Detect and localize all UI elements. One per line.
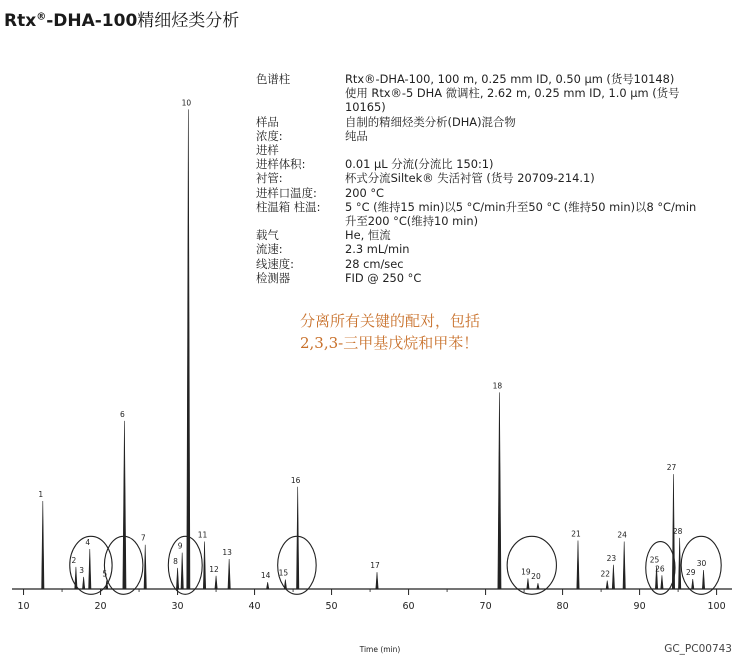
peak-label: 21 <box>571 529 581 539</box>
peak <box>612 565 614 589</box>
condition-row <box>256 242 705 256</box>
peak <box>266 582 268 589</box>
condition-value: 28 cm/sec <box>345 256 404 271</box>
condition-value: 自制的精细烃类分析(DHA)混合物 <box>345 114 516 129</box>
highlight-line-2: 2,3,3-三甲基戊烷和甲苯！ <box>300 334 479 352</box>
peak-label: 11 <box>197 530 208 540</box>
peak-label: 14 <box>260 571 271 581</box>
peak <box>498 392 501 589</box>
peak <box>661 575 663 589</box>
peak <box>577 541 579 589</box>
condition-label: 进样体积: <box>256 157 306 172</box>
peak <box>692 579 694 589</box>
highlight-callout <box>300 310 480 354</box>
condition-label: 衬管: <box>256 171 283 186</box>
peak-label: 26 <box>655 564 665 574</box>
peak-label: 20 <box>531 572 541 582</box>
peak-label: 1 <box>38 489 44 499</box>
condition-row <box>256 143 705 157</box>
peak-label: 17 <box>370 561 380 571</box>
peak <box>606 581 608 589</box>
peak-label: 30 <box>696 559 707 569</box>
x-tick-label: 60 <box>402 601 415 612</box>
peak-label: 5 <box>102 569 108 579</box>
peak <box>42 501 44 589</box>
condition-row <box>256 257 705 271</box>
condition-label: 色谱柱 <box>256 72 291 86</box>
peak-label: 28 <box>672 526 683 536</box>
peak <box>702 570 704 589</box>
condition-value: He, 恒流 <box>345 228 391 243</box>
x-tick-label: 50 <box>325 601 338 612</box>
peak-label: 6 <box>120 409 125 419</box>
x-tick-label: 100 <box>707 601 726 612</box>
peak <box>176 568 178 589</box>
condition-label: 线速度: <box>256 256 295 271</box>
conditions-table <box>256 72 705 285</box>
condition-label: 进样口温度: <box>256 185 317 200</box>
x-tick-label: 90 <box>633 601 646 612</box>
peak <box>89 549 91 589</box>
peak <box>123 421 126 589</box>
peak <box>203 542 205 589</box>
condition-value: 2.3 mL/min <box>345 242 410 257</box>
peak-label: 23 <box>606 553 617 563</box>
title-model: -DHA-100 <box>46 11 138 31</box>
peak <box>187 109 190 589</box>
highlight-line-1: 分离所有关键的配对，包括 <box>300 312 481 330</box>
peak <box>296 487 298 589</box>
peak-label: 10 <box>181 98 192 108</box>
peak-label: 27 <box>666 463 677 473</box>
condition-row <box>256 271 705 285</box>
x-tick-label: 40 <box>248 601 261 612</box>
peak-label: 13 <box>222 547 232 557</box>
critical-pair-circle <box>507 536 556 594</box>
condition-value: 使用 Rtx®-5 DHA 微调柱, 2.62 m, 0.25 mm ID, 1.0 µm (货号10165) <box>345 86 680 115</box>
peak-label: 2 <box>71 555 77 565</box>
peak-label: 19 <box>521 567 531 577</box>
peak-label: 4 <box>85 537 91 547</box>
peak-label: 25 <box>649 555 660 565</box>
figure-id: GC_PC00743 <box>664 643 732 655</box>
peak-label: 29 <box>685 567 696 577</box>
condition-value: 纯品 <box>345 128 368 143</box>
condition-label <box>256 86 345 114</box>
peak <box>144 545 146 589</box>
condition-label: 检测器 <box>256 270 291 285</box>
peak-label: 22 <box>600 569 611 579</box>
condition-label: 浓度: <box>256 128 283 143</box>
peak-label: 8 <box>173 556 178 566</box>
peak-label: 12 <box>209 564 219 574</box>
condition-value: 杯式分流Siltek® 失活衬管 (货号 20709-214.1) <box>345 171 595 186</box>
title-registered-mark: ® <box>36 11 47 23</box>
peak-label: 15 <box>278 568 289 578</box>
peak <box>181 553 183 589</box>
condition-value: 5 °C (维持15 min)以5 °C/min升至50 °C (维持50 min)以8 °C/min 升至200 °C(维持10 min) <box>345 199 697 229</box>
x-tick-label: 30 <box>171 601 184 612</box>
peak <box>82 577 84 589</box>
peak <box>215 576 217 589</box>
condition-label: 样品 <box>256 114 279 129</box>
condition-row <box>256 129 705 143</box>
x-tick-label: 80 <box>556 601 569 612</box>
condition-row <box>256 86 705 114</box>
peak-label: 18 <box>492 381 503 391</box>
peak <box>678 538 680 589</box>
condition-row <box>256 115 705 129</box>
condition-label: 柱温箱 柱温: <box>256 199 321 214</box>
x-tick-label: 10 <box>17 601 30 612</box>
peak-label: 3 <box>79 565 85 575</box>
condition-label: 进样 <box>256 143 279 158</box>
peak-label: 16 <box>290 475 301 485</box>
condition-row <box>256 72 705 86</box>
condition-label: 载气 <box>256 228 279 243</box>
peak-label: 9 <box>177 541 183 551</box>
condition-label: 流速: <box>256 242 283 257</box>
title-description: 精细烃类分析 <box>137 11 240 31</box>
condition-value: FID @ 250 °C <box>345 270 422 285</box>
peak-label: 24 <box>617 530 627 540</box>
condition-value: 0.01 µL 分流(分流比 150:1) <box>345 157 494 172</box>
peak <box>228 559 230 589</box>
condition-row <box>256 186 705 200</box>
x-tick-label: 20 <box>94 601 107 612</box>
x-tick-label: 70 <box>479 601 492 612</box>
x-axis-title: Time (min) <box>359 645 401 654</box>
condition-row <box>256 157 705 171</box>
title-brand: Rtx <box>4 11 37 31</box>
condition-value <box>345 143 705 157</box>
peak <box>527 578 529 589</box>
peak <box>537 583 539 589</box>
peak-label: 7 <box>140 533 146 543</box>
peak <box>376 572 378 589</box>
condition-row <box>256 171 705 185</box>
condition-value: 200 °C <box>345 185 385 200</box>
condition-row <box>256 200 705 228</box>
peak <box>623 542 625 589</box>
condition-row <box>256 228 705 242</box>
condition-value: Rtx®-DHA-100, 100 m, 0.25 mm ID, 0.50 µm (货号10148) <box>345 72 675 86</box>
